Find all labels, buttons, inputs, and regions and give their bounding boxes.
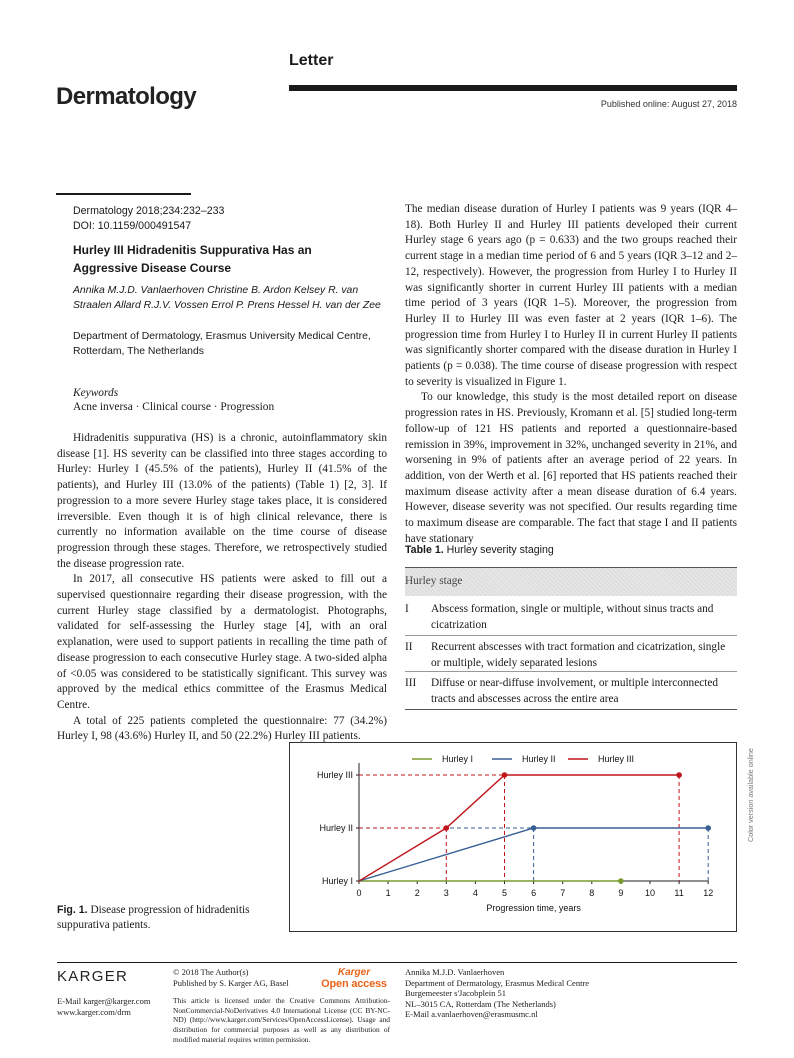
table-cell-desc: Recurrent abscesses with tract formation and cicatrization, single or multiple, widely separated lesions xyxy=(431,641,726,669)
x-tick-label: 0 xyxy=(356,888,362,898)
table-header: Hurley stage xyxy=(405,575,463,587)
table-rule xyxy=(405,635,737,636)
published-date: Published online: August 27, 2018 xyxy=(600,99,737,109)
publisher-website-link[interactable]: www.karger.com/drm xyxy=(57,1007,131,1017)
table-row xyxy=(405,676,737,708)
meta-divider xyxy=(56,193,191,195)
y-tick-label: Hurley III xyxy=(316,770,353,780)
data-point xyxy=(502,772,508,778)
right-body-text xyxy=(405,202,737,547)
table-caption-text: Hurley severity staging xyxy=(446,544,554,556)
x-tick-label: 9 xyxy=(618,888,624,898)
y-tick-label: Hurley I xyxy=(321,876,353,886)
left-body-text xyxy=(57,431,387,745)
data-point xyxy=(676,772,682,778)
table-cell-stage: II xyxy=(405,641,413,653)
open-access-label: Open access xyxy=(321,978,387,990)
color-version-text: Color version available online xyxy=(746,748,755,842)
header-bar xyxy=(289,85,737,91)
x-tick-label: 4 xyxy=(472,888,478,898)
correspondence-line: Burgemeester s'Jacobplein 51 xyxy=(405,988,506,999)
table-cell-desc: Abscess formation, single or multiple, without sinus tracts and cicatrization xyxy=(431,603,714,631)
body-paragraph: To our knowledge, this study is the most detailed report on disease progression rates in HS. Previously, Kromann et al. [5] studied long-term follow-up of 121 HS patients and reported a questionnaire-based remission in 39%, improvement in 32%, unchanged severity in 21%, and worsening in 9% of patients after an average period of 22 years. In addition, von der Werth et al. [6] reported that HS patients reached their maximum disease activity after a mean disease duration of 6.4 years. However, disease severity was not specified. Our results regarding time to maximum disease are comparable. The fact that stage I and II patients have stationary xyxy=(405,391,737,545)
correspondence-address xyxy=(405,967,737,1020)
table-caption xyxy=(405,544,554,556)
x-tick-label: 10 xyxy=(644,888,656,898)
legend-label: Hurley III xyxy=(598,754,635,764)
data-point xyxy=(444,825,450,831)
table-cell-desc: Diffuse or near-diffuse involvement, or multiple interconnected tracts and abscesses across the entire area xyxy=(431,677,719,705)
journal-logo: Dermatology xyxy=(56,83,197,110)
x-tick-label: 12 xyxy=(703,888,714,898)
x-tick-label: 6 xyxy=(531,888,537,898)
license-text: This article is licensed under the Creative Commons Attribution-NonCommercial-NoDerivatives 4.0 International License (CC BY-NC-ND) (http://www.karger.com/Services/OpenAccessLicense). Usage and distribution for commercial purposes as well as any distribution of modified material requires written permission. xyxy=(173,996,390,1044)
data-point xyxy=(618,878,624,884)
table-cell-stage: I xyxy=(405,603,409,615)
keywords-label: Keywords xyxy=(73,387,119,399)
published-by: Published by S. Karger AG, Basel xyxy=(173,978,289,988)
body-paragraph: Hidradenitis suppurativa (HS) is a chronic, autoinflammatory skin disease [1]. HS severity can be classified into three stages according to Hurley: Hurley I (45.5% of the patients), Hurley II (41.5% of the patients), and Hurley III (13.0% of the patients) (Table 1) [2, 3]. If progression to a more severe Hurley stage takes place, it is considered irreversible. Even though it is of high clinical relevance, there is currently no information available on the time course of disease progression through these stages. Therefore, we retrospectively studied the disease progression rate. xyxy=(57,432,387,570)
data-point xyxy=(705,825,711,831)
x-tick-label: 8 xyxy=(589,888,595,898)
table-row xyxy=(405,602,737,634)
progression-chart xyxy=(290,743,736,931)
x-tick-label: 11 xyxy=(674,888,684,898)
table-caption-label: Table 1. xyxy=(405,544,444,556)
affiliation: Department of Dermatology, Erasmus University Medical Centre, Rotterdam, The Netherlands xyxy=(73,331,371,357)
data-point xyxy=(531,825,537,831)
x-tick-label: 1 xyxy=(385,888,391,898)
figure-caption-text: Disease progression of hidradenitis suppurativa patients. xyxy=(57,904,250,931)
doi-link[interactable]: DOI: 10.1159/000491547 xyxy=(73,220,192,232)
x-tick-label: 7 xyxy=(560,888,566,898)
body-paragraph: In 2017, all consecutive HS patients were asked to fill out a supervised questionnaire regarding their disease progression, with the current Hurley stage classified by a dermatologist. Photographs, validated for self-assessing the Hurley stage [4], with an oral explanation, were used to support patients in recalling the time path of disease progression to each consecutive Hurley stage. A two-sided alpha of <0.05 was considered to be statistically significant. This survey was approved by the medical ethics committee of the Erasmus Medical Centre. xyxy=(57,573,387,711)
section-label: Letter xyxy=(289,52,334,69)
table-row xyxy=(405,640,737,672)
y-tick-label: Hurley II xyxy=(319,823,353,833)
table-rule xyxy=(405,671,737,672)
correspondence-email[interactable]: E-Mail a.vanlaerhoven@erasmusmc.nl xyxy=(405,1009,538,1020)
table-cell-stage: III xyxy=(405,677,417,689)
open-access-brand: Karger xyxy=(337,967,371,978)
figure-caption-label: Fig. 1. xyxy=(57,904,88,916)
figure-caption xyxy=(57,903,282,933)
color-version-note xyxy=(738,744,755,842)
footer-divider xyxy=(57,962,737,963)
karger-logo: KARGER xyxy=(57,968,129,985)
article-title: Hurley III Hidradenitis Suppurativa Has an Aggressive Disease Course xyxy=(73,243,312,275)
open-access-logo xyxy=(318,968,390,990)
x-axis-title: Progression time, years xyxy=(486,903,581,913)
correspondence-line: NL–3015 CA, Rotterdam (The Netherlands) xyxy=(405,998,556,1009)
x-tick-label: 3 xyxy=(443,888,449,898)
keywords: Acne inversa · Clinical course · Progression xyxy=(73,401,275,413)
legend-label: Hurley I xyxy=(442,754,474,764)
citation: Dermatology 2018;234:232–233 xyxy=(73,205,225,217)
body-paragraph: The median disease duration of Hurley I patients was 9 years (IQR 4–18). Both Hurley II and Hurley III patients developed their current Hurley stage 6 years ago (p = 0.633) and the two groups reached their current stage in a median time period of 6 and 5 years (IQR 3–12 and 2–12, respectively). However, the progression from Hurley I to Hurley II was significantly shorter in current Hurley III patients with a median time period of 3 years (IQR 1–5). Moreover, the progression from Hurley II to Hurley III was even faster at 2 years (IQR 1–6). The progression time from Hurley I to Hurley II in current Hurley II patients was significantly shorter compared with the disease duration in Hurley I patients (p = 0.038). The time course of disease progression with respect to severity is visualized in Figure 1. xyxy=(405,203,737,388)
correspondence-line: Annika M.J.D. Vanlaerhoven xyxy=(405,967,505,977)
author-list: Annika M.J.D. Vanlaerhoven Christine B. Ardon Kelsey R. van Straalen Allard R.J.V. Vossen Errol P. Prens Hessel H. van der Zee xyxy=(73,285,381,311)
publisher-email[interactable]: E-Mail karger@karger.com xyxy=(57,996,151,1006)
legend-label: Hurley II xyxy=(522,754,556,764)
x-tick-label: 2 xyxy=(414,888,420,898)
correspondence-line: Department of Dermatology, Erasmus Medical Centre xyxy=(405,977,590,988)
body-paragraph: A total of 225 patients completed the questionnaire: 77 (34.2%) Hurley I, 98 (43.6%) Hurley II, and 50 (22.2%) Hurley III patients. xyxy=(57,714,387,743)
copyright: © 2018 The Author(s) xyxy=(173,967,249,977)
table-bottom-rule xyxy=(405,709,737,710)
x-tick-label: 5 xyxy=(501,888,508,898)
